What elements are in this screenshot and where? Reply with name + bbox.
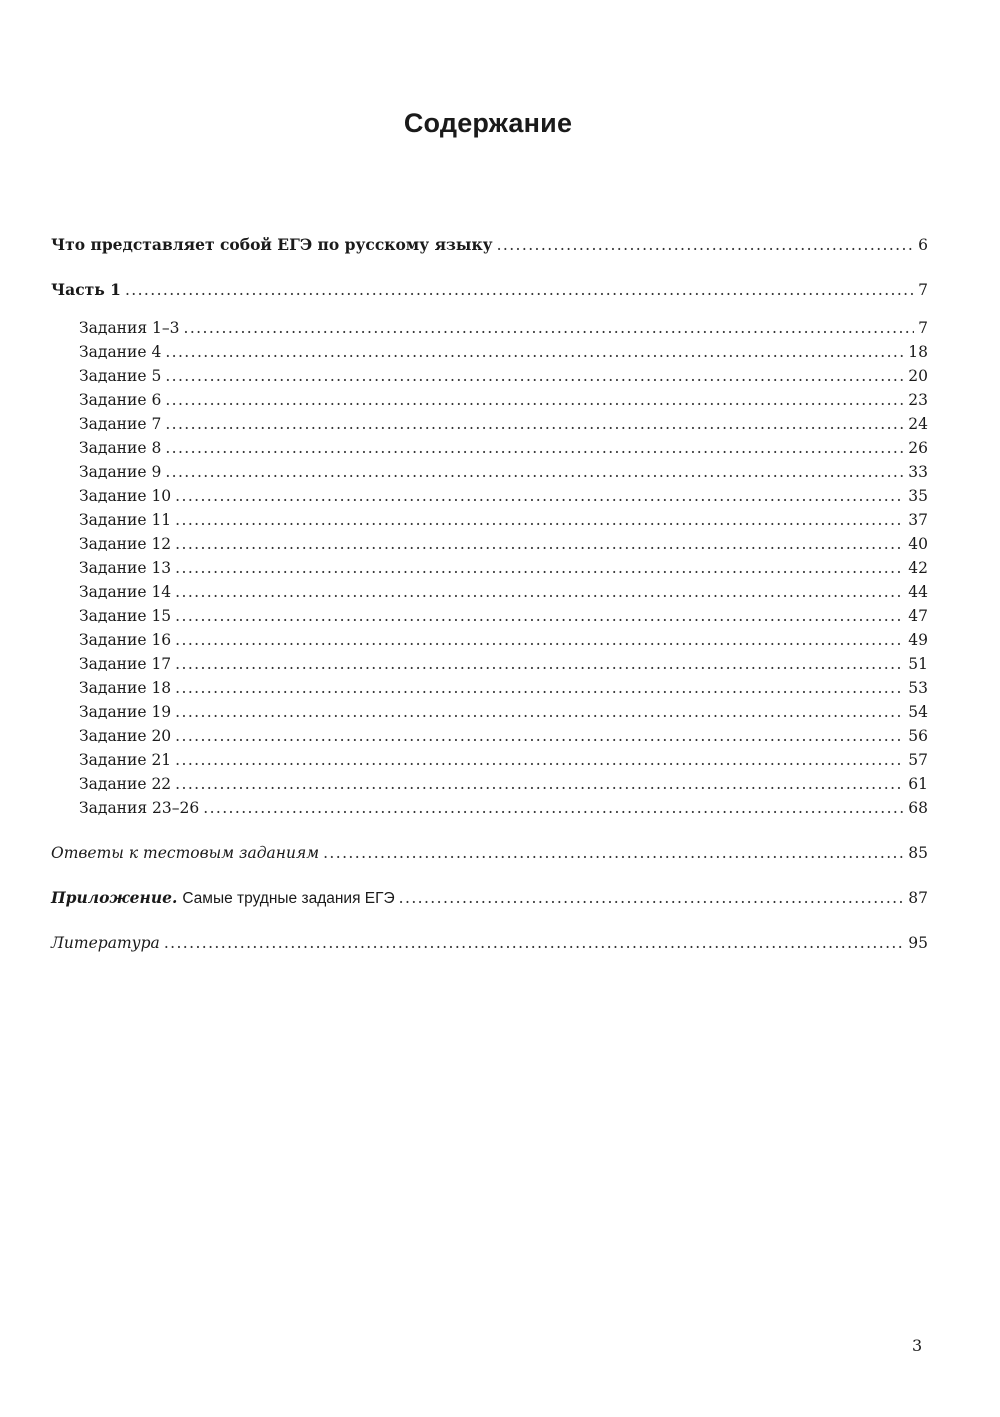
toc-entry-task[interactable] xyxy=(51,748,928,772)
toc-entry-page: 87 xyxy=(908,889,928,907)
leader-dots xyxy=(175,676,904,700)
toc-entry-page: 42 xyxy=(908,559,928,577)
toc-entry-page: 18 xyxy=(908,343,928,361)
toc-entry-task[interactable] xyxy=(51,388,928,412)
leader-dots xyxy=(164,931,904,955)
leader-dots xyxy=(175,748,904,772)
leader-dots xyxy=(184,316,915,340)
toc-entry-label: Задание 10 xyxy=(79,487,172,505)
leader-dots xyxy=(175,772,904,796)
toc-entry-label: Задание 6 xyxy=(79,391,162,409)
leader-dots xyxy=(165,364,904,388)
toc-entry-task[interactable] xyxy=(51,724,928,748)
toc-entry-label: Ответы к тестовым заданиям xyxy=(51,844,320,862)
toc-entry-intro[interactable] xyxy=(51,233,928,257)
toc-entry-page: 68 xyxy=(908,799,928,817)
toc-entry-page: 37 xyxy=(908,511,928,529)
leader-dots xyxy=(399,886,905,910)
toc-entry-page: 51 xyxy=(908,655,928,673)
toc-entry-task[interactable] xyxy=(51,412,928,436)
toc-entry-label: Задание 12 xyxy=(79,535,172,553)
toc-entry-page: 49 xyxy=(908,631,928,649)
toc-entry-page: 35 xyxy=(908,487,928,505)
toc-entry-label: Задание 22 xyxy=(79,775,172,793)
leader-dots xyxy=(165,340,904,364)
leader-dots xyxy=(175,724,904,748)
appendix-label-italic: Приложение. xyxy=(51,888,178,907)
toc-entry-label: Задания 23–26 xyxy=(79,799,200,817)
toc-entry-page: 20 xyxy=(908,367,928,385)
toc-entry-answers[interactable] xyxy=(51,841,928,865)
leader-dots xyxy=(165,436,904,460)
toc-entry-label: Литература xyxy=(51,934,160,952)
leader-dots xyxy=(165,388,904,412)
toc-entry-page: 44 xyxy=(908,583,928,601)
toc-entry-task[interactable] xyxy=(51,604,928,628)
toc-entry-label: Задание 4 xyxy=(79,343,162,361)
toc-entry-label: Задание 17 xyxy=(79,655,172,673)
toc-entry-task[interactable] xyxy=(51,796,928,820)
leader-dots xyxy=(175,604,904,628)
leader-dots xyxy=(323,841,904,865)
toc-entry-page: 85 xyxy=(908,844,928,862)
toc-entry-part1[interactable] xyxy=(51,278,928,302)
page-title: Содержание xyxy=(403,108,573,138)
toc-entry-task[interactable] xyxy=(51,316,928,340)
leader-dots xyxy=(125,278,914,302)
toc-entry-task[interactable] xyxy=(51,652,928,676)
toc-entry-page: 54 xyxy=(908,703,928,721)
toc-entry-page: 56 xyxy=(908,727,928,745)
leader-dots xyxy=(175,580,904,604)
toc-entry-task[interactable] xyxy=(51,436,928,460)
toc-entry-task[interactable] xyxy=(51,676,928,700)
toc-entry-page: 7 xyxy=(918,319,928,337)
toc-entry-task[interactable] xyxy=(51,532,928,556)
toc-entry-label: Что представляет собой ЕГЭ по русскому языку xyxy=(51,235,493,254)
toc-entry-task[interactable] xyxy=(51,340,928,364)
leader-dots xyxy=(175,628,904,652)
toc-entry-task[interactable] xyxy=(51,580,928,604)
toc-entry-label: Задание 15 xyxy=(79,607,172,625)
toc-entry-label: Задание 13 xyxy=(79,559,172,577)
toc-entry-page: 33 xyxy=(908,463,928,481)
toc-entry-task[interactable] xyxy=(51,484,928,508)
toc-entry-label: Задание 9 xyxy=(79,463,162,481)
leader-dots xyxy=(175,700,904,724)
task-list xyxy=(51,316,928,820)
leader-dots xyxy=(175,484,904,508)
leader-dots xyxy=(175,508,904,532)
toc-entry-label: Задание 20 xyxy=(79,727,172,745)
toc-entry-page: 47 xyxy=(908,607,928,625)
toc-entry-label: Задание 14 xyxy=(79,583,172,601)
toc-entry-page: 23 xyxy=(908,391,928,409)
leader-dots xyxy=(203,796,904,820)
leader-dots xyxy=(175,652,904,676)
toc-entry-task[interactable] xyxy=(51,460,928,484)
page-number: 3 xyxy=(912,1336,923,1355)
toc-entry-label: Задание 21 xyxy=(79,751,172,769)
toc-entry-page: 57 xyxy=(908,751,928,769)
toc-entry-task[interactable] xyxy=(51,556,928,580)
toc-entry-page: 40 xyxy=(908,535,928,553)
toc-entry-label: Задание 18 xyxy=(79,679,172,697)
toc-entry-appendix[interactable] xyxy=(51,886,928,910)
toc-entry-page: 53 xyxy=(908,679,928,697)
leader-dots xyxy=(165,412,904,436)
toc-entry-task[interactable] xyxy=(51,700,928,724)
toc-entry-page: 7 xyxy=(918,281,928,299)
leader-dots xyxy=(175,532,904,556)
toc-entry-label: Задание 11 xyxy=(79,511,172,529)
toc-entry-page: 95 xyxy=(908,934,928,952)
leader-dots xyxy=(175,556,904,580)
toc-entry-label: Задания 1–3 xyxy=(79,319,180,337)
table-of-contents xyxy=(51,233,928,955)
toc-entry-task[interactable] xyxy=(51,364,928,388)
toc-entry-literature[interactable] xyxy=(51,931,928,955)
toc-entry-task[interactable] xyxy=(51,772,928,796)
toc-entry-task[interactable] xyxy=(51,628,928,652)
toc-entry-page: 24 xyxy=(908,415,928,433)
toc-entry-page: 61 xyxy=(908,775,928,793)
appendix-label-rest: Самые трудные задания ЕГЭ xyxy=(182,890,395,907)
toc-entry-page: 6 xyxy=(918,236,928,254)
toc-entry-label: Задание 19 xyxy=(79,703,172,721)
toc-entry-page: 26 xyxy=(908,439,928,457)
toc-entry-task[interactable] xyxy=(51,508,928,532)
toc-entry-label: Задание 16 xyxy=(79,631,172,649)
toc-entry-label xyxy=(51,886,399,911)
toc-entry-label: Задание 5 xyxy=(79,367,162,385)
leader-dots xyxy=(497,233,915,257)
toc-entry-label: Задание 8 xyxy=(79,439,162,457)
toc-entry-label: Задание 7 xyxy=(79,415,162,433)
leader-dots xyxy=(165,460,904,484)
toc-entry-label: Часть 1 xyxy=(51,280,121,299)
